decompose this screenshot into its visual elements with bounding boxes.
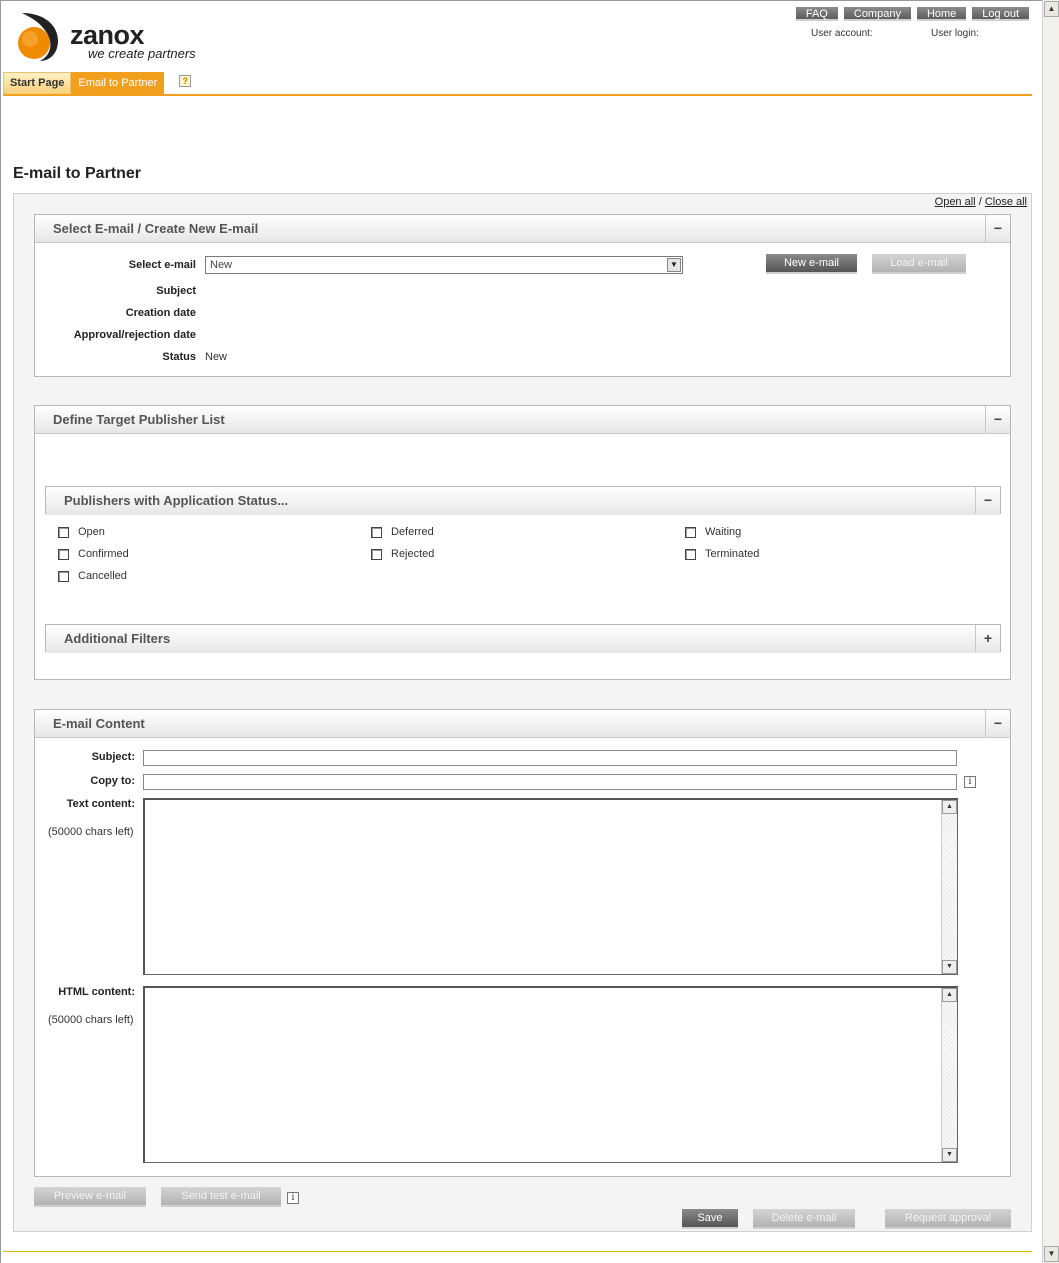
- checkbox-label: Open: [78, 526, 105, 538]
- collapse-icon[interactable]: −: [975, 487, 1000, 514]
- text-chars-left: (50000 chars left): [48, 826, 134, 838]
- checkbox[interactable]: [58, 571, 69, 582]
- load-email-button[interactable]: Load e-mail: [872, 254, 966, 274]
- checkbox-label: Deferred: [391, 526, 434, 538]
- section-title: Select E-mail / Create New E-mail: [53, 221, 259, 236]
- checkbox[interactable]: [58, 549, 69, 560]
- new-email-button[interactable]: New e-mail: [766, 254, 857, 274]
- copy-to-input[interactable]: [143, 774, 957, 790]
- textarea-scrollbar[interactable]: [941, 988, 957, 1162]
- chevron-down-icon[interactable]: ▼: [667, 258, 681, 272]
- checkbox[interactable]: [58, 527, 69, 538]
- checkbox[interactable]: [371, 549, 382, 560]
- subsection-title: Additional Filters: [64, 631, 171, 646]
- link-separator: /: [978, 196, 982, 208]
- status-label: Status: [162, 351, 196, 363]
- scroll-down-icon[interactable]: ▼: [1044, 1246, 1059, 1262]
- page-title: E-mail to Partner: [13, 165, 142, 182]
- collapse-icon[interactable]: −: [985, 215, 1010, 242]
- subject-label: Subject: [156, 285, 196, 297]
- scroll-up-icon[interactable]: ▲: [942, 988, 957, 1002]
- close-all-link[interactable]: Close all: [984, 196, 1027, 208]
- faq-link[interactable]: FAQ: [796, 7, 838, 21]
- status-value: New: [205, 351, 228, 363]
- collapse-icon[interactable]: −: [985, 406, 1010, 433]
- additional-filters-header[interactable]: [46, 625, 1000, 653]
- zanox-logo[interactable]: [14, 11, 214, 67]
- approval-date-label: Approval/rejection date: [73, 329, 196, 341]
- publishers-status-header[interactable]: [46, 487, 1000, 515]
- home-link[interactable]: Home: [917, 7, 966, 21]
- publishers-status-subsection: [45, 486, 1001, 514]
- page-scrollbar[interactable]: [1042, 0, 1059, 1263]
- info-icon[interactable]: i: [964, 776, 976, 788]
- checkbox-label: Waiting: [705, 526, 742, 538]
- user-login-label: User login:: [931, 28, 979, 39]
- scroll-down-icon[interactable]: ▼: [942, 960, 957, 974]
- status-checkbox-cancelled[interactable]: [58, 570, 127, 582]
- select-email-label: Select e-mail: [128, 259, 196, 271]
- info-icon[interactable]: i: [287, 1192, 299, 1204]
- email-content-section-header[interactable]: [35, 710, 1010, 738]
- tab-start-page[interactable]: Start Page: [3, 72, 71, 94]
- brand-name: zanox: [70, 20, 145, 50]
- checkbox[interactable]: [685, 549, 696, 560]
- status-checkbox-open[interactable]: [58, 526, 105, 538]
- tab-email-to-partner[interactable]: Email to Partner: [71, 72, 164, 94]
- checkbox-label: Confirmed: [78, 548, 129, 560]
- status-checkbox-deferred[interactable]: [371, 526, 434, 538]
- subject-label: Subject:: [91, 751, 135, 763]
- status-checkbox-terminated[interactable]: [685, 548, 759, 560]
- target-publisher-section: [34, 405, 1011, 680]
- collapse-icon[interactable]: −: [985, 710, 1010, 737]
- textarea-scrollbar[interactable]: [941, 800, 957, 974]
- creation-date-label: Creation date: [125, 307, 196, 319]
- select-email-value: New: [210, 259, 233, 271]
- header-divider: [3, 94, 1032, 96]
- checkbox-label: Cancelled: [78, 570, 127, 582]
- company-link[interactable]: Company: [844, 7, 911, 21]
- html-content-label: HTML content:: [58, 986, 135, 998]
- section-title: Define Target Publisher List: [53, 412, 225, 427]
- additional-filters-subsection: [45, 624, 1001, 652]
- expand-icon[interactable]: +: [975, 625, 1000, 652]
- scroll-up-icon[interactable]: ▲: [1044, 1, 1059, 17]
- email-content-section: [34, 709, 1011, 1177]
- status-checkbox-confirmed[interactable]: [58, 548, 129, 560]
- preview-email-button[interactable]: Preview e-mail: [34, 1187, 146, 1207]
- checkbox-label: Terminated: [705, 548, 760, 560]
- request-approval-button[interactable]: Request approval: [885, 1209, 1011, 1229]
- footer-divider: [3, 1251, 1032, 1252]
- brand-tagline: we create partners: [88, 46, 196, 61]
- zanox-logo-icon: [14, 11, 60, 63]
- open-close-links: [935, 196, 1027, 208]
- main-container: [13, 193, 1032, 1232]
- delete-email-button[interactable]: Delete e-mail: [753, 1209, 855, 1229]
- top-navigation: [796, 7, 1029, 21]
- select-email-section: [34, 214, 1011, 377]
- help-icon[interactable]: ?: [179, 75, 191, 87]
- checkbox-label: Rejected: [391, 548, 435, 560]
- checkbox[interactable]: [685, 527, 696, 538]
- text-content-label: Text content:: [66, 798, 135, 810]
- target-publisher-section-header[interactable]: [35, 406, 1010, 434]
- subsection-title: Publishers with Application Status...: [64, 493, 289, 508]
- html-chars-left: (50000 chars left): [48, 1014, 134, 1026]
- copy-to-label: Copy to:: [90, 775, 135, 787]
- scroll-up-icon[interactable]: ▲: [942, 800, 957, 814]
- text-content-textarea[interactable]: [143, 798, 958, 975]
- tab-bar: [3, 72, 191, 94]
- select-email-dropdown[interactable]: [205, 256, 683, 274]
- section-title: E-mail Content: [53, 716, 145, 731]
- send-test-email-button[interactable]: Send test e-mail: [161, 1187, 281, 1207]
- open-all-link[interactable]: Open all: [934, 196, 976, 208]
- subject-input[interactable]: [143, 750, 957, 766]
- user-account-label: User account:: [811, 28, 873, 39]
- logout-link[interactable]: Log out: [972, 7, 1029, 21]
- select-email-section-header[interactable]: [35, 215, 1010, 243]
- status-checkbox-waiting[interactable]: [685, 526, 741, 538]
- scroll-down-icon[interactable]: ▼: [942, 1148, 957, 1162]
- status-checkbox-rejected[interactable]: [371, 548, 434, 560]
- checkbox[interactable]: [371, 527, 382, 538]
- save-button[interactable]: Save: [682, 1209, 738, 1229]
- html-content-textarea[interactable]: [143, 986, 958, 1163]
